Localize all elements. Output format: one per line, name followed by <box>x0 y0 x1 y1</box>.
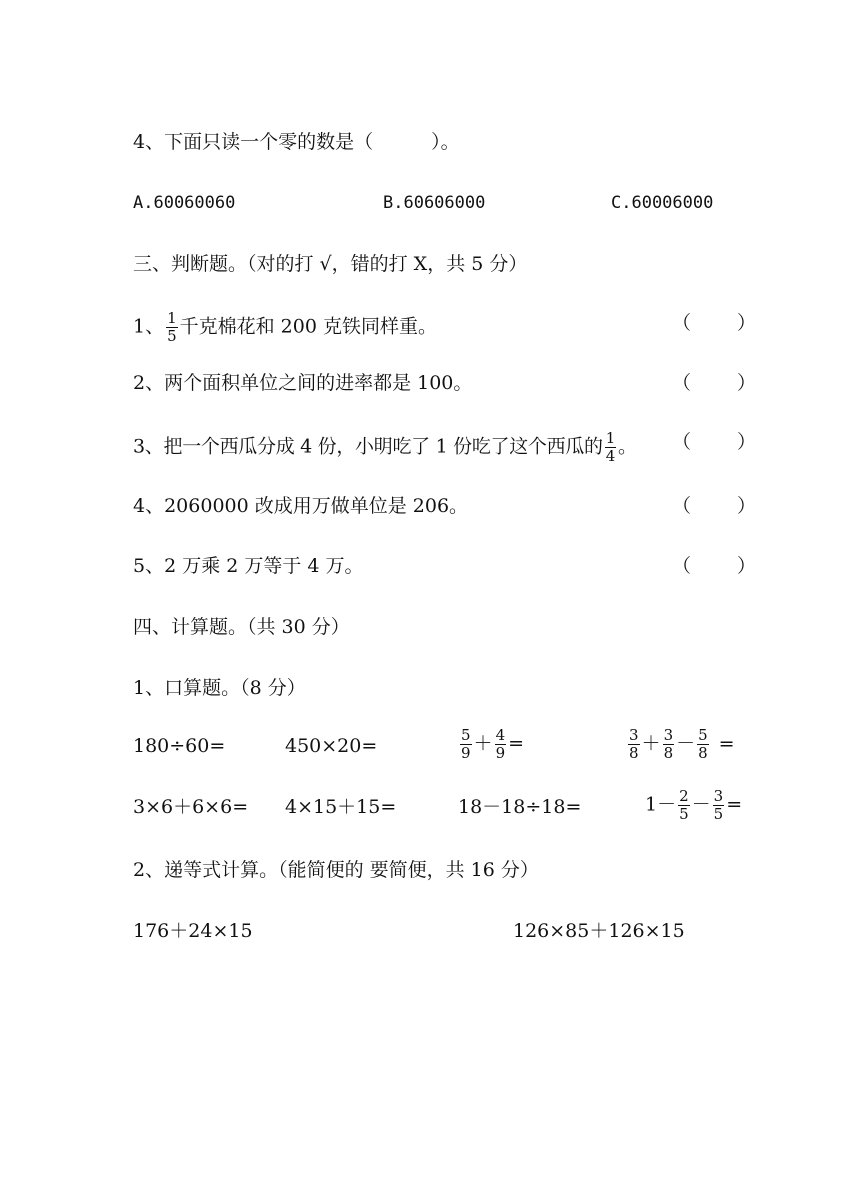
paren-close: ） <box>737 431 757 453</box>
fraction <box>697 727 709 762</box>
paren-open: （ <box>672 312 692 334</box>
fraction-numerator: 3 <box>713 787 724 805</box>
judge-item-1 <box>133 310 437 345</box>
paren-open: （ <box>672 495 692 517</box>
stepwise-calc-title: 2、递等式计算。（能简便的 要简便，共 16 分） <box>133 859 539 881</box>
expr-r2-b: 4×15＋15= <box>285 796 397 818</box>
judge-item-2: 2、两个面积单位之间的进率都是 100。 <box>133 372 473 394</box>
expr-r1-c <box>458 727 524 762</box>
judge-item-3 <box>133 430 637 465</box>
equals: = <box>718 732 735 755</box>
option-c: C.60006000 <box>611 193 714 213</box>
answer-paren-1[interactable] <box>672 311 756 335</box>
judge-item-3-text: 3、把一个西瓜分成 4 份，小明吃了 1 份吃了这个西瓜的 <box>133 435 603 458</box>
answer-paren-2[interactable] <box>672 371 756 395</box>
answer-paren-3[interactable] <box>672 430 756 454</box>
fraction-numerator: 2 <box>679 787 689 805</box>
paren-close: ） <box>737 495 757 517</box>
fraction-denominator: 4 <box>605 447 615 465</box>
expr-r1-a: 180÷60= <box>133 735 226 757</box>
answer-paren-5[interactable] <box>672 554 756 578</box>
expr-r2-d <box>645 788 742 823</box>
calc-expr-1: 176＋24×15 <box>133 920 253 942</box>
paren-close: ） <box>737 372 757 394</box>
fraction-numerator: 3 <box>629 726 639 744</box>
fraction-denominator: 9 <box>461 744 471 762</box>
fraction <box>678 788 690 823</box>
fraction-numerator: 5 <box>698 726 708 744</box>
expr-r1-b: 450×20= <box>285 735 378 757</box>
expr-lead: 1－ <box>645 793 677 816</box>
option-a: A.60060060 <box>133 193 236 213</box>
fraction <box>605 430 616 465</box>
fraction <box>495 727 507 762</box>
section-3-title: 三、判断题。（对的打 √，错的打 X，共 5 分） <box>133 253 528 275</box>
fraction-denominator: 8 <box>629 744 639 762</box>
operator: － <box>676 732 696 755</box>
judge-item-1-text: 千克棉花和 200 克铁同样重。 <box>179 315 437 338</box>
fraction-denominator: 8 <box>663 744 674 762</box>
judge-item-5: 5、2 万乘 2 万等于 4 万。 <box>133 555 364 577</box>
fraction-denominator: 8 <box>698 744 708 762</box>
fraction-numerator: 1 <box>167 309 177 327</box>
fraction-numerator: 5 <box>461 726 471 744</box>
judge-item-4: 4、2060000 改成用万做单位是 206。 <box>133 495 469 517</box>
paren-open: （ <box>672 555 692 577</box>
fraction-numerator: 4 <box>495 726 506 744</box>
fraction-denominator: 9 <box>495 744 506 762</box>
section-4-title: 四、计算题。（共 30 分） <box>133 616 350 638</box>
fraction-denominator: 5 <box>167 327 177 345</box>
fraction <box>166 310 178 345</box>
operator: － <box>691 793 711 816</box>
expr-r1-d <box>626 727 735 762</box>
operator: ＋ <box>473 732 493 755</box>
operator: ＋ <box>641 732 661 755</box>
judge-item-3-suffix: 。 <box>617 435 637 458</box>
calc-expr-2: 126×85＋126×15 <box>513 920 685 942</box>
paren-close: ） <box>737 312 757 334</box>
judge-item-1-prefix: 1、 <box>133 315 165 338</box>
fraction <box>628 727 640 762</box>
paren-close: ） <box>737 555 757 577</box>
paren-open: （ <box>672 431 692 453</box>
answer-paren-4[interactable] <box>672 494 756 518</box>
question-4-close: ）。 <box>431 131 460 153</box>
fraction <box>460 727 472 762</box>
equals: = <box>508 732 525 755</box>
fraction <box>713 788 725 823</box>
question-4-stem: 4、下面只读一个零的数是（ <box>133 131 374 153</box>
question-4 <box>133 130 460 154</box>
equals: = <box>726 793 743 816</box>
fraction-numerator: 3 <box>663 726 674 744</box>
fraction-denominator: 5 <box>713 805 724 823</box>
fraction <box>663 727 675 762</box>
expr-r2-c: 18－18÷18= <box>458 796 582 818</box>
fraction-numerator: 1 <box>605 429 615 447</box>
paren-open: （ <box>672 372 692 394</box>
oral-calc-title: 1、口算题。（8 分） <box>133 677 306 699</box>
expr-r2-a: 3×6＋6×6= <box>133 796 249 818</box>
option-b: B.60606000 <box>383 193 486 213</box>
fraction-denominator: 5 <box>679 805 689 823</box>
